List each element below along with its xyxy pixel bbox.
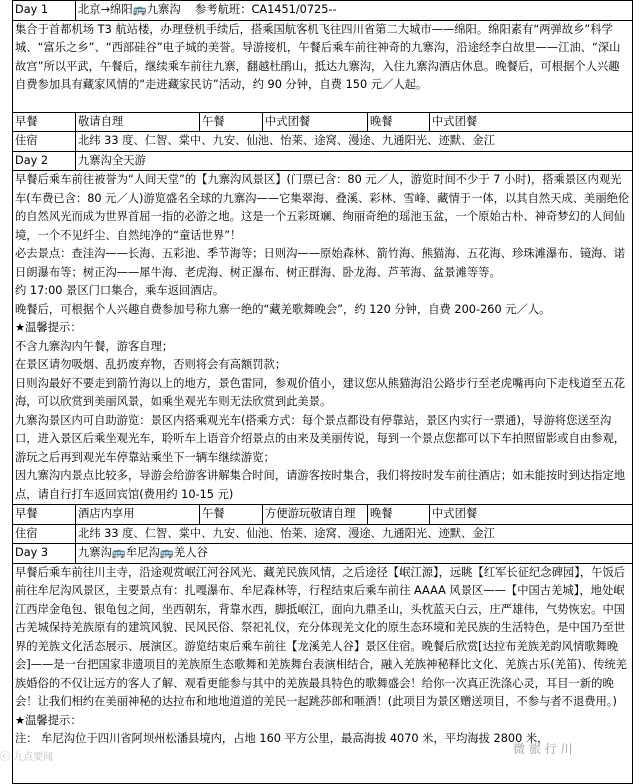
breakfast-value: 酒店内享用 bbox=[76, 505, 200, 525]
day2-gather: 约 17:00 景区门口集合，乘车返回酒店。 bbox=[15, 284, 225, 297]
watermark-right: 微 旅 行 川 bbox=[513, 742, 573, 756]
stay-label: 住宿 bbox=[13, 132, 76, 152]
day2-desc-row bbox=[13, 171, 633, 505]
day1-header-row bbox=[13, 1, 633, 21]
day2-tip-1: 不含九寨沟内午餐，游客自理； bbox=[15, 339, 174, 353]
dinner-label: 晚餐 bbox=[368, 112, 430, 132]
day2-tip-3: 日则沟最好不要走到箭竹海以上的地方，景色雷同，参观价值小，建议您从熊猫海沿公路步行至老虎嘴再向下走栈道至五花海，可以欣赏到美丽风景，如乘坐观光车则无法欣赏到此美景。 bbox=[15, 376, 626, 408]
day2-header-row bbox=[13, 151, 633, 171]
day2-meals-row bbox=[13, 505, 633, 525]
lunch-label: 午餐 bbox=[200, 112, 263, 132]
day1-route: 北京→绵阳🚌九寨沟 bbox=[78, 3, 181, 16]
lunch-value: 中式团餐 bbox=[263, 112, 368, 132]
day2-stay-row bbox=[13, 524, 633, 544]
day2-tip-4: 九寨沟景区内可自助游览：景区内搭乘观光车(搭乘方式：每个景点都设有停靠站，景区内实行一票通)，导游将您送至沟口，进入景区后乘坐观光车，聆听车上语音介绍景点的由来及美丽传说，每到一个景点您都可以下车拍照留影或自由参观，游玩之后再到观光车停靠站乘坐下一辆车继续游览； bbox=[15, 413, 626, 464]
day1-route-cell bbox=[76, 1, 633, 21]
stay-hotels: 北纬 33 度、仁智、棠中、九安、仙池、怡莱、途窝、漫途、九通阳光、迹默、金江 bbox=[76, 132, 633, 152]
lunch-label: 午餐 bbox=[200, 505, 263, 525]
itinerary-page bbox=[12, 0, 632, 766]
day1-label: Day 1 bbox=[13, 1, 76, 21]
day2-description bbox=[13, 171, 633, 505]
breakfast-label: 早餐 bbox=[13, 505, 76, 525]
flight-number: CA1451/0725-- bbox=[251, 3, 337, 16]
stay-hotels: 北纬 33 度、仁智、棠中、九安、仙池、怡莱、途窝、漫途、九通阳光、迹默、金江 bbox=[76, 524, 633, 544]
dinner-value: 中式团餐 bbox=[430, 505, 633, 525]
dinner-value: 中式团餐 bbox=[430, 112, 633, 132]
day3-itinerary: 早餐后乘车前往川主寺，沿途观赏岷江河谷风光、藏羌民族风情，之后途径【岷江源】，远眺【红军长征纪念碑园】，午饭后前往牟尼沟风景区，主要景点有：扎嘎瀑布、牟尼森林等，行程结束后乘车前往 AAAA 风景区——【中国古羌城】，地处岷江西岸金龟包、银龟包之间，坐西朝东，背靠水西，脚抵岷江，面向九鼎圣山，头枕蓝天白云，庄严雄伟，气势恢宏。中国古羌城保持羌族原有的建筑风貌、民风民俗、祭祀礼仪，充分体现羌文化的原生态环境和羌民族的生活特色，是中国乃至世界的羌族文化活态展示、展演区。游览结束后乘车前往【龙溪羌人谷】景区住宿。晚餐后欣赏[达拉布羌族羌韵风情歌舞晚会]——是一台把国家非遗项目的羌族原生态歌舞和羌族舞台表演相结合，融入羌族神秘释比文化、羌族古乐(羌笛)、传统羌族婚俗的不仅让远方的客人了解、观看更能参与其中的羌族最具特色的歌舞盛会！给你一次真正洗涤心灵，耳目一新的晚会！让我们相约在美丽神秘的达拉布和地地道道的羌民一起跳莎郎和咂酒！(此项目为景区赠送项目，不参与者不退费用。) bbox=[15, 565, 627, 708]
day1-description: 集合于首都机场 T3 航站楼，办理登机手续后，搭乘国航客机飞往四川省第二大城市——绵阳。绵阳素有“两弹故乡”科学城、“富乐之乡”、“西部硅谷”电子城的美誉。导游接机，午餐后乘车前往神奇的九寨沟，沿途经李白故里——江油、“深山故宫”所以平武，午餐后，继续乘车前往九寨，翻越杜鹃山，抵达九寨沟，入住九寨沟酒店休息。晚餐后，可根据个人兴趣自费参加具有藏家风情的“走进藏家民访”活动，约 90 分钟，自费 150 元／人起。 bbox=[13, 20, 633, 112]
day3-header-row bbox=[13, 544, 633, 564]
lunch-value: 方便游玩敬请自理 bbox=[263, 505, 368, 525]
flight-label: 参考航班： bbox=[195, 3, 252, 16]
day1-desc-row bbox=[13, 20, 633, 112]
day2-must-see: 必去景点：查洼沟——长海、五彩池、季节海等；日则沟——原始森林、箭竹海、熊猫海、五花海、珍珠滩瀑布、镜海、诺日朗瀑布等；树正沟——犀牛海、老虎海、树正瀑布、树正群海、卧龙海、芦苇海、盆景滩等等。 bbox=[15, 247, 626, 279]
day3-label: Day 3 bbox=[13, 544, 76, 564]
day2-tip-2: 在景区请勿吸烟、乱扔废弃物，否则将会有高额罚款； bbox=[15, 358, 287, 371]
watermark-left: ⓒ 九点要闻 bbox=[0, 752, 54, 763]
stay-label: 住宿 bbox=[13, 524, 76, 544]
day1-stay-row bbox=[13, 132, 633, 152]
day1-meals-row bbox=[13, 112, 633, 132]
day2-intro: 早餐后乘车前往被誉为“人间天堂”的【九寨沟风景区】(门票已含：80 元／人，游览时间不少于 7 小时)，搭乘景区内观光车(车费已含：80 元／人)游览盛名全球的九寨沟——它集翠海、叠溪、彩林、雪峰、藏情于一体，以其自然天成、美丽绝伦的自然风光而成为世界首屈一指的必游之地。这是一个五彩斑斓、绚丽奇绝的瑶池玉盆，一个原始古朴、神奇梦幻的人间仙境，一个不见纤尘、自然纯净的“童话世界”！ bbox=[15, 173, 630, 242]
day2-label: Day 2 bbox=[13, 151, 76, 171]
day2-evening: 晚餐后，可根据个人兴趣自费参加号称九寨一绝的“藏羌歌舞晚会”，约 120 分钟，自费 200-260 元／人。 bbox=[15, 302, 551, 316]
day3-tips-title: ★温馨提示： bbox=[15, 713, 82, 727]
day3-route: 九寨沟🚌牟尼沟🚌羌人谷 bbox=[76, 544, 633, 564]
breakfast-label: 早餐 bbox=[13, 112, 76, 132]
itinerary-table bbox=[12, 0, 633, 784]
breakfast-value: 敬请自理 bbox=[76, 112, 200, 132]
dinner-label: 晚餐 bbox=[368, 505, 430, 525]
day3-note: 注： 牟尼沟位于四川省阿坝州松潘县境内，占地 160 平方公里，最高海拔 4070 米，平均海拔 2800 米， bbox=[15, 732, 549, 745]
day2-tip-5: 因九寨沟内景点比较多，导游会给游客讲解集合时间，请游客按时集合，我们将按时发车前往酒店；如未能按时到达指定地点，请自行打车返回宾馆(费用约 10-15 元) bbox=[15, 469, 626, 501]
day2-route: 九寨沟全天游 bbox=[76, 151, 633, 171]
day2-tips-title: ★温馨提示： bbox=[15, 321, 82, 334]
